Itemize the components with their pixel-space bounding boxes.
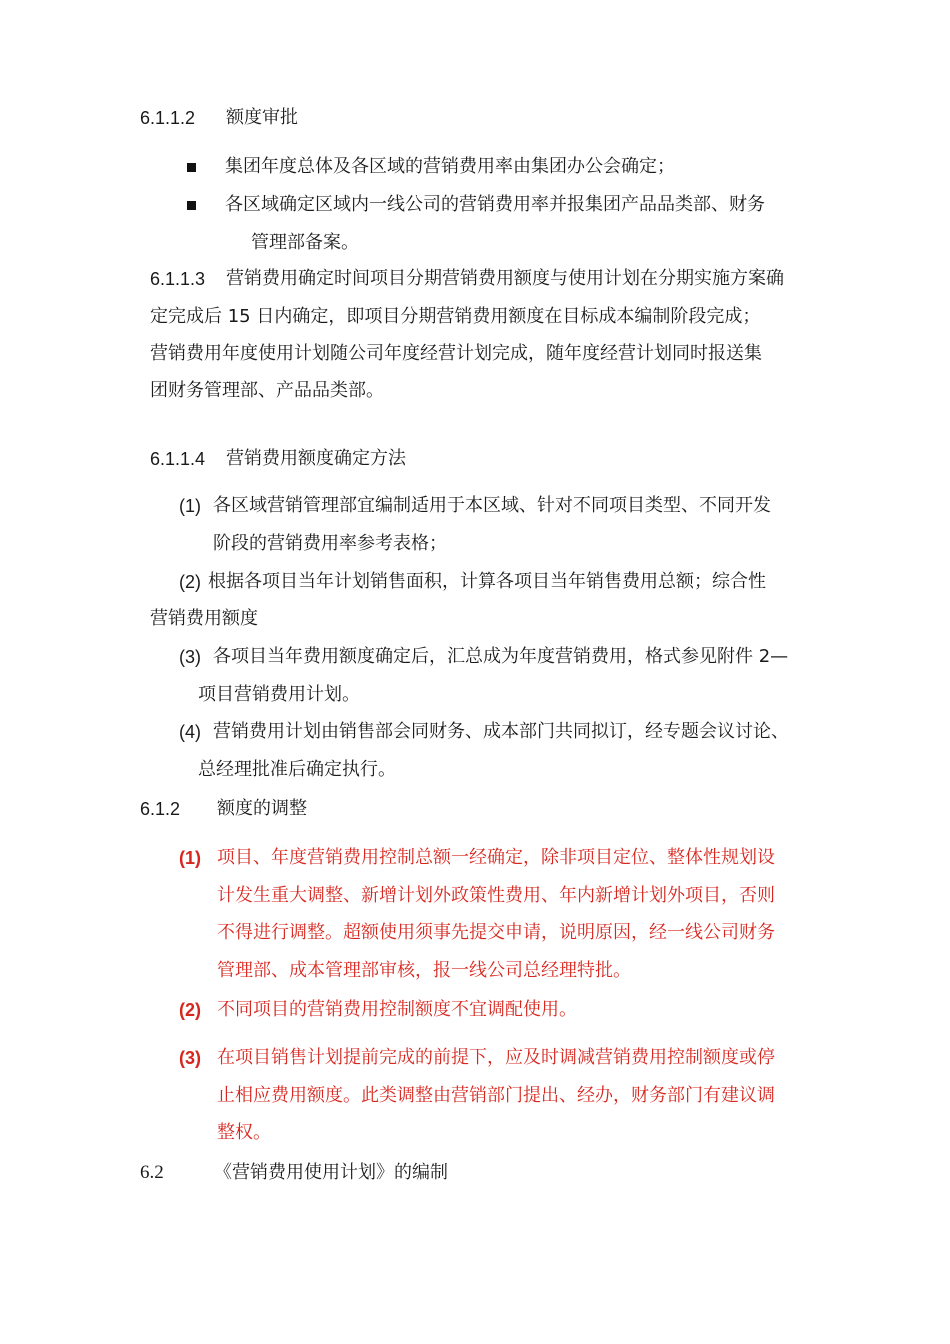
red-item-text-line: 整权。: [217, 1122, 271, 1143]
item-text-line: 营销费用额度: [150, 608, 258, 629]
red-item-text-line: 止相应费用额度。此类调整由营销部门提出、经办，财务部门有建议调: [217, 1085, 775, 1106]
item-text-line: 各区域营销管理部宜编制适用于本区域、针对不同项目类型、不同开发: [213, 495, 771, 516]
bullet-square-icon: [187, 163, 196, 172]
red-item-text-line: 计发生重大调整、新增计划外政策性费用、年内新增计划外项目，否则: [217, 885, 775, 906]
bullet-square-icon: [187, 201, 196, 210]
item-number: (1): [179, 496, 201, 516]
item-number: (3): [179, 647, 201, 667]
item-text-line: 各项目当年费用额度确定后，汇总成为年度营销费用，格式参见附件 2—: [213, 646, 789, 667]
red-item-text-line: 管理部、成本管理部审核，报一线公司总经理特批。: [217, 960, 631, 981]
bullet-text-1: 集团年度总体及各区域的营销费用率由集团办公会确定；: [225, 156, 675, 177]
para-6113-line-2: 定完成后 15 日内确定，即项目分期营销费用额度在目标成本编制阶段完成；: [150, 306, 761, 327]
red-item-text-line: 项目、年度营销费用控制总额一经确定，除非项目定位、整体性规划设: [217, 847, 775, 868]
item-text-line: 营销费用计划由销售部会同财务、成本部门共同拟订，经专题会议讨论、: [213, 721, 789, 742]
section-title-6114: 营销费用额度确定方法: [226, 448, 406, 469]
red-item-text-line: 在项目销售计划提前完成的前提下，应及时调减营销费用控制额度或停: [217, 1047, 775, 1068]
section-number-6113: 6.1.1.3: [150, 269, 206, 289]
section-number-62: 6.2: [140, 1162, 164, 1183]
item-number: (2): [179, 572, 201, 592]
item-text-line: 阶段的营销费用率参考表格；: [213, 533, 447, 554]
section-title-6112: 额度审批: [226, 107, 298, 128]
item-text-line: 项目营销费用计划。: [198, 684, 360, 705]
section-number-612: 6.1.2: [140, 799, 181, 819]
red-item-number: (1): [179, 848, 201, 868]
item-text-line: 根据各项目当年计划销售面积，计算各项目当年销售费用总额；综合性: [208, 571, 766, 592]
section-title-612: 额度的调整: [217, 798, 307, 819]
bullet-text-2-cont: 管理部备案。: [251, 232, 359, 253]
section-title-62: 《营销费用使用计划》的编制: [214, 1162, 448, 1183]
red-item-text-line: 不得进行调整。超额使用须事先提交申请，说明原因，经一线公司财务: [217, 922, 775, 943]
red-item-text-line: 不同项目的营销费用控制额度不宜调配使用。: [217, 999, 577, 1020]
red-item-number: (3): [179, 1048, 201, 1068]
para-6113-line-3: 营销费用年度使用计划随公司年度经营计划完成，随年度经营计划同时报送集: [150, 343, 762, 364]
section-number-6112: 6.1.1.2: [140, 108, 196, 128]
section-number-6114: 6.1.1.4: [150, 449, 206, 469]
red-item-number: (2): [179, 1000, 201, 1020]
para-6113-line-1: 营销费用确定时间项目分期营销费用额度与使用计划在分期实施方案确: [226, 268, 784, 289]
item-text-line: 总经理批准后确定执行。: [198, 759, 396, 780]
bullet-text-2: 各区域确定区域内一线公司的营销费用率并报集团产品品类部、财务: [225, 194, 765, 215]
para-6113-line-4: 团财务管理部、产品品类部。: [150, 380, 384, 401]
item-number: (4): [179, 722, 201, 742]
